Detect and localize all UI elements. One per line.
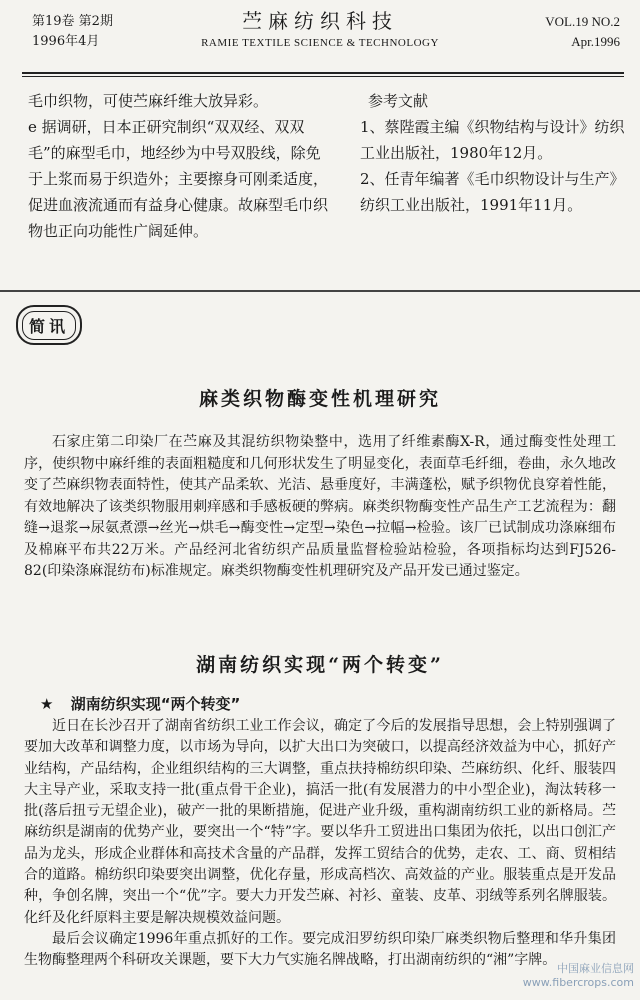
star-icon: ★ (40, 695, 54, 713)
news-badge (16, 305, 82, 345)
article1-body (24, 432, 616, 583)
left-paragraph-2: e 据调研，日本正研究制织“双双经、双双毛”的麻型毛巾，地经纱为中号双股线，除免于上浆而易于织造外；主要擦身可刚柔适度，促进血液流通而有益身心健康。故麻型毛巾织物也正向功能性广阔延伸。 (28, 118, 329, 240)
header-center (0, 8, 640, 52)
date-cn: 1996年4月 (32, 34, 100, 49)
watermark (523, 962, 634, 990)
volume-cn: 第19卷 第2期 (32, 14, 113, 29)
header-rule-thick (22, 72, 624, 74)
references (360, 88, 626, 218)
reference-item: 2、任青年编著《毛巾织物设计与生产》纺织工业出版社，1991年11月。 (360, 170, 625, 214)
news-badge-label: 简讯 (22, 311, 76, 340)
journal-title-cn: 苎麻纺织科技 (242, 9, 398, 33)
article2-title: 湖南纺织实现“两个转变” (196, 654, 444, 676)
watermark-line-1: 中国麻业信息网 (557, 962, 634, 975)
date-en: Apr.1996 (571, 34, 620, 49)
article2-paragraph-2: 最后会议确定1996年重点抓好的工作。要完成汨罗纺织印染厂麻类织物后整理和华升集团生物酶整理两个科研攻关课题，要下大力气实施名牌战略，打出湖南纺织的“湘”字牌。 (24, 930, 616, 969)
article2-paragraph-1: 近日在长沙召开了湖南省纺织工业工作会议，确定了今后的发展指导思想，会上特别强调了要加大改革和调整力度，以市场为导向，以扩大出口为突破口，以提高经济效益为中心，抓好产业结构，产品结构，企业组织结构的三大调整，重点扶持棉纺织印染、苎麻纺织、化纤、服装四大主导产业，采取支持一批(重点骨干企业)，搞活一批(有发展潜力的中小型企业)，淘汰转移一批(落后扭亏无望企业)，破产一批的果断措施，促进产业升级，重构湖南纺织工业的新格局。苎麻纺织是湖南的优势产业，要突出一个“特”字。要以华升工贸进出口集团为依托，以出口创汇产品为龙头，形成企业群体和高技术含量的产品群，发挥工贸结合的优势，走农、工、商、贸相结合的道路。棉纺织印染要突出调整，优化存量，形成高档次、高效益的产业。服装重点是开发品种，争创名牌，突出一个“优”字。要大力开发苎麻、衬衫、童装、皮革、羽绒等系列名牌服装。化纤及化纤原料主要是解决规模效益问题。 (24, 718, 616, 926)
watermark-line-2: www.fibercrops.com (522, 976, 634, 989)
section-divider (0, 290, 640, 292)
header-right (545, 12, 620, 52)
journal-title-en: RAMIE TEXTILE SCIENCE & TECHNOLOGY (201, 37, 439, 49)
header-rule-thin (22, 76, 624, 77)
references-title: 参考文献 (368, 92, 429, 110)
volume-en: VOL.19 NO.2 (545, 14, 620, 29)
left-paragraph-1: 毛巾织物，可使苎麻纤维大放异彩。 (28, 92, 269, 110)
article2-subhead (40, 693, 240, 714)
article2-subhead-text: 湖南纺织实现“两个转变” (70, 695, 241, 713)
article2-body (24, 716, 616, 972)
article1-paragraph: 石家庄第二印染厂在苎麻及其混纺织物染整中，选用了纤维素酶X-R，通过酶变性处理工序，使织物中麻纤维的表面粗糙度和几何形状发生了明显变化，表面草毛纤细，卷曲，永久地改变了苎麻织物表面特性，使其产品柔软、光洁、悬垂度好，丰满蓬松，赋予织物优良穿着性能，有效地解决了该类织物服用刺痒感和手感板硬的弊病。麻类织物酶变性产品生产工艺流程为：翻缝→退浆→尿氨煮漂→丝光→烘毛→酶变性→定型→染色→拉幅→检验。该厂已试制成功涤麻细布及棉麻平布共22万米。产品经河北省纺织产品质量监督检验站检验，各项指标均达到FJ526-82(印染涤麻混纺布)标准规定。麻类织物酶变性机理研究及产品开发已通过鉴定。 (24, 434, 616, 579)
left-column (28, 88, 328, 244)
reference-item: 1、蔡陛霞主编《织物结构与设计》纺织工业出版社，1980年12月。 (360, 118, 625, 162)
page-header (0, 0, 640, 70)
article1-title: 麻类织物酶变性机理研究 (198, 388, 441, 410)
